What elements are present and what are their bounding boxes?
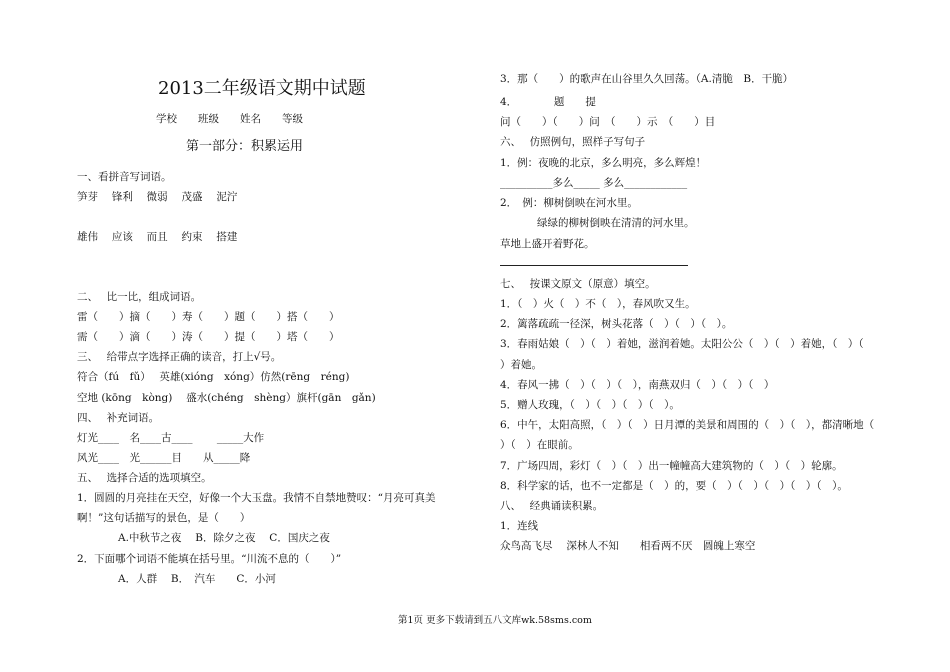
right-column <box>475 0 950 672</box>
recall-6-cont: ）（ ）在眼前。 <box>500 439 579 451</box>
matching-row: 众鸟高飞尽 深林人不知 相看两不厌 圆魄上寒空 <box>500 540 756 552</box>
question-5-3: 3．那（ ）的歌声在山谷里久久回荡。（A.清脆 B．干脆） <box>500 73 794 85</box>
question-5-1-cont: 啊！”这句话描写的景色，是（ ） <box>77 512 251 524</box>
question-5-4: 4． 题 提 <box>500 96 596 108</box>
question-5-2: 2．下面哪个词语不能填在括号里。“川流不息的（ ）” <box>77 553 342 565</box>
matching-label: 1．连线 <box>500 520 539 532</box>
example-1-answer: __________多么_____ 多么____________ <box>500 177 688 189</box>
part1-heading: 第一部分：积累运用 <box>186 139 304 154</box>
fill-row-1: 灯光____ 名____古____ _____大作 <box>77 432 265 444</box>
recall-2: 2．篱落疏疏一径深，树头花落（ ）（ ）（ ）。 <box>500 318 733 330</box>
compare-row-2: 需（ ）滴（ ）涛（ ）提（ ）塔（ ） <box>77 331 340 343</box>
compare-row-1: 雷（ ）摘（ ）寿（ ）题（ ）搭（ ） <box>77 311 340 323</box>
example-2-model: 绿绿的柳树倒映在清清的河水里。 <box>537 217 695 229</box>
recall-8: 8．科学家的话，也不一定都是（ ）的，要（ ）（ ）（ ）（ ）（ ）。 <box>500 480 848 492</box>
recall-3-cont: ）着她。 <box>500 359 542 371</box>
example-1: 1．例：夜晚的北京，多么明亮，多么辉煌！ <box>500 157 707 169</box>
example-2-prompt: 草地上盛开着野花。 <box>500 238 595 250</box>
recall-3: 3．春雨姑娘（ ）（ ）着她，滋润着她。太阳公公（ ）（ ）着她，（ ）（ <box>500 338 864 350</box>
question-5-1-options: A.中秋节之夜 B．除夕之夜 C．国庆之夜 <box>118 532 330 544</box>
page-footer: 第1页 更多下载请到五八文库wk.58sms.com <box>398 615 592 626</box>
question-5-1: 1．圆圆的月亮挂在天空，好像一个大玉盘。我情不自禁地赞叹：“月亮可真美 <box>77 492 436 504</box>
page-title: 2013二年级语文期中试题 <box>158 78 366 99</box>
question-5-2-options: A．人群 B． 汽车 C．小河 <box>118 573 276 585</box>
recall-6: 6．中午，太阳高照，（ ）（ ）日月潭的美景和周围的（ ）（ ），都清晰地（ <box>500 419 875 431</box>
reading-row-2: 空地 (kōng kòng) 盛水(chéng shèng）旗杆(gān gǎn) <box>77 392 376 404</box>
recall-1: 1．（ ）火（ ）不（ ），春风吹又生。 <box>500 298 696 310</box>
recall-4: 4．春风一拂（ ）（ ）（ ），南燕双归（ ）（ ）（ ） <box>500 379 775 391</box>
section-7-heading: 七、 按课文原文（原意）填空。 <box>500 278 656 290</box>
recall-7: 7．广场四周，彩灯（ ）（ ）出一幢幢高大建筑物的（ ）（ ）轮廓。 <box>500 460 843 472</box>
pinyin-row-2: 雄伟 应该 而且 约束 搭建 <box>77 231 238 243</box>
section-1-heading: 一、看拼音写词语。 <box>77 171 172 183</box>
section-4-heading: 四、 补充词语。 <box>77 412 160 424</box>
question-5-4-blanks: 问（ ）（ ）问 （ ）示 （ ）目 <box>500 116 716 128</box>
section-2-heading: 二、 比一比，组成词语。 <box>77 291 202 303</box>
section-5-heading: 五、 选择合适的选项填空。 <box>77 472 212 484</box>
pinyin-row-1: 笋芽 锋利 微弱 茂盛 泥泞 <box>77 191 238 203</box>
reading-row-1: 符合（fú fǔ） 英雄(xióng xóng）仿然(rēng réng) <box>77 371 350 383</box>
section-8-heading: 八、 经典诵读积累。 <box>500 500 604 512</box>
example-2: 2． 例：柳树倒映在河水里。 <box>500 197 638 209</box>
student-info-line: 学校 班级 姓名 等级 <box>156 113 303 125</box>
example-2-answer-line <box>500 265 688 266</box>
recall-5: 5．赠人玫瑰，（ ）（ ）（ ）（ ）。 <box>500 399 680 411</box>
fill-row-2: 风光____ 光______目 从_____降 <box>77 452 251 464</box>
section-6-heading: 六、 仿照例句，照样子写句子 <box>500 136 646 148</box>
section-3-heading: 三、 给带点字选择正确的读音，打上√号。 <box>77 351 282 363</box>
